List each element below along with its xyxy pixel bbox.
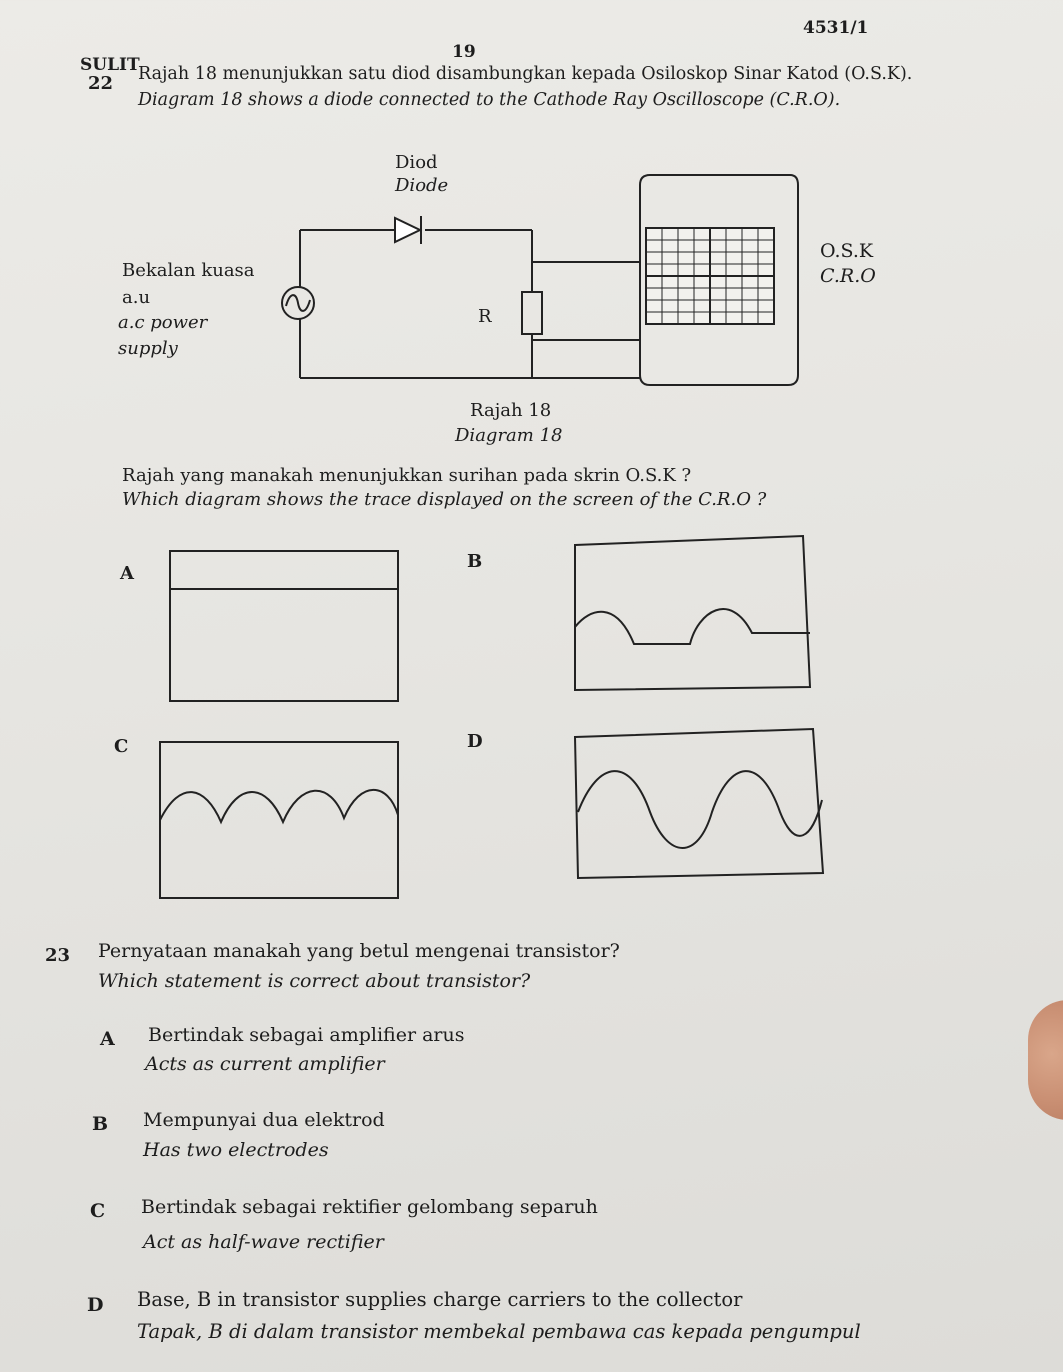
option-c-letter[interactable]: C [114,736,129,757]
answer-b-malay[interactable]: Mempunyai dua elektrod [143,1109,385,1131]
answer-c-english[interactable]: Act as half-wave rectifier [143,1231,384,1253]
option-a-trace-box[interactable] [170,551,398,701]
cro-label-english: C.R.O [820,265,876,287]
option-d-trace-box[interactable] [575,729,823,878]
option-c-full-wave-trace [160,790,398,822]
question-23-stem-malay: Pernyataan manakah yang betul mengenai transistor? [98,940,620,962]
question-22-stem-malay: Rajah 18 menunjukkan satu diod disambungkan kepada Osiloskop Sinar Katod (O.S.K). [138,64,913,84]
answer-c-malay[interactable]: Bertindak sebagai rektifier gelombang separuh [141,1196,598,1218]
answer-d-letter[interactable]: D [87,1294,104,1316]
question-22-stem-english: Diagram 18 shows a diode connected to the Cathode Ray Oscilloscope (C.R.O). [138,90,841,110]
question-22-prompt-english: Which diagram shows the trace displayed on the screen of the C.R.O ? [122,489,767,510]
finger-shape [1028,1000,1063,1120]
option-b-letter[interactable]: B [467,551,483,572]
answer-a-english[interactable]: Acts as current amplifier [145,1053,385,1075]
supply-label-malay-line2: a.u [122,287,151,308]
answer-a-letter[interactable]: A [100,1028,115,1050]
option-d-sine-wave-trace [578,771,822,848]
option-a-letter[interactable]: A [120,563,134,584]
option-c-trace-box[interactable] [160,742,398,898]
question-23-stem-english: Which statement is correct about transistor? [98,970,531,992]
answer-a-malay[interactable]: Bertindak sebagai amplifier arus [148,1024,465,1046]
supply-label-malay-line1: Bekalan kuasa [122,260,255,281]
diagram-caption-malay: Rajah 18 [470,400,552,421]
question-23-number: 23 [45,945,71,966]
question-22-number: 22 [88,73,114,94]
option-b-trace-box[interactable] [575,536,810,690]
answer-d-statement[interactable]: Base, B in transistor supplies charge carriers to the collector [137,1288,743,1311]
question-22-prompt-malay: Rajah yang manakah menunjukkan surihan pada skrin O.S.K ? [122,465,692,486]
supply-label-english-line2: supply [118,338,178,359]
resistor-label: R [478,306,492,327]
answer-d-translation[interactable]: Tapak, B di dalam transistor membekal pembawa cas kepada pengumpul [137,1320,861,1343]
option-d-letter[interactable]: D [467,731,483,752]
answer-b-letter[interactable]: B [92,1113,109,1135]
paper-code: 4531/1 [803,18,869,38]
diagram-caption-english: Diagram 18 [455,425,563,446]
classification-label: SULIT [80,55,140,75]
cro-label-malay: O.S.K [820,240,874,262]
diode-label-malay: Diod [395,152,438,173]
option-b-half-wave-trace [575,609,810,644]
answer-c-letter[interactable]: C [90,1200,106,1222]
diode-label-english: Diode [395,175,449,196]
answer-b-english[interactable]: Has two electrodes [143,1139,329,1161]
supply-label-english-line1: a.c power [118,312,208,333]
page-number: 19 [452,42,476,62]
